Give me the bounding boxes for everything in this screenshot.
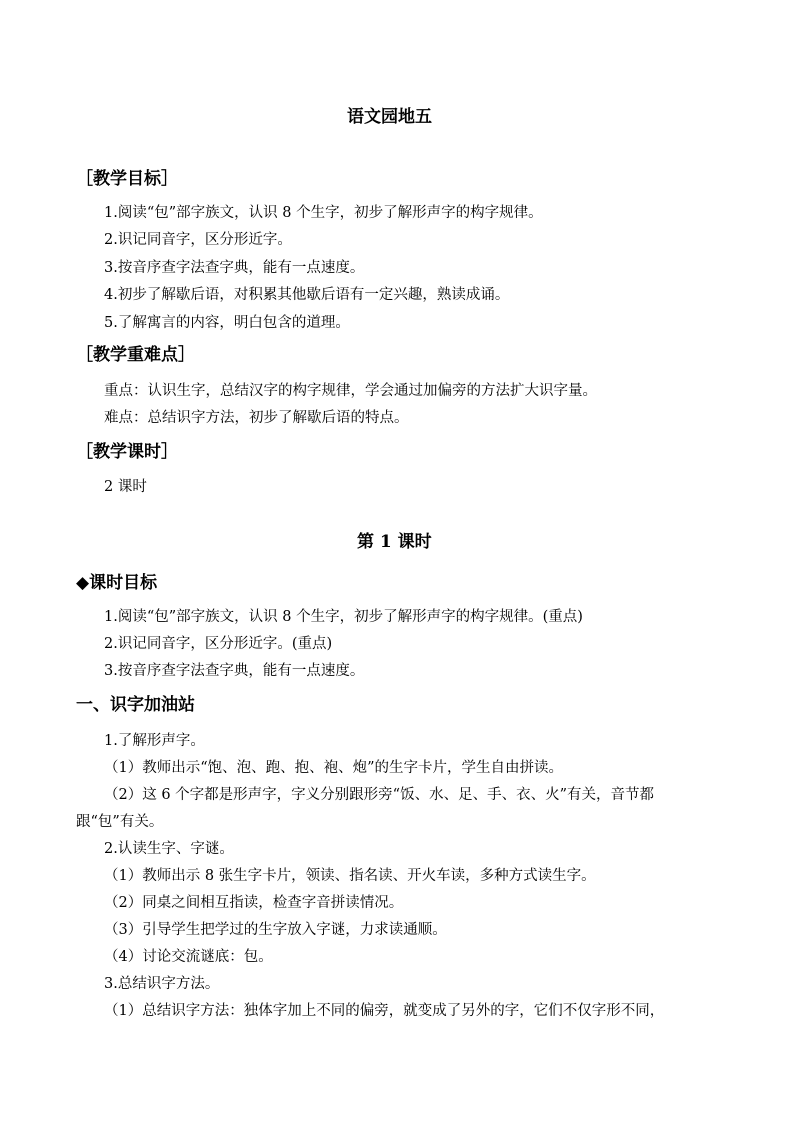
lesson-step: （2）这 6 个字都是形声字，字义分别跟形旁“饭、水、足、手、衣、火”有关，音节都 <box>104 787 654 803</box>
lesson-step: （1）总结识字方法：独体字加上不同的偏旁，就变成了另外的字，它们不仅字形不同， <box>104 1003 665 1019</box>
hours-value: 2 课时 <box>104 479 147 495</box>
goal-item: 2.识记同音字，区分形近字。 <box>104 232 292 248</box>
lesson-goal-item: 3.按音序查字法查字典，能有一点速度。 <box>104 663 365 679</box>
lesson-step: （2）同桌之间相互指读，检查字音拼读情况。 <box>104 895 404 911</box>
lesson-step: （3）引导学生把学过的生字放入字谜，力求读通顺。 <box>104 922 447 938</box>
lesson-step: （1）教师出示 8 张生字卡片，领读、指名读、开火车读，多种方式读生字。 <box>104 868 596 884</box>
lesson-step: 跟“包”有关。 <box>76 814 164 830</box>
section-heading-hours: ［教学课时］ <box>76 442 178 462</box>
lesson-step: 1.了解形声字。 <box>104 733 205 749</box>
lesson-step: 3.总结识字方法。 <box>104 976 220 992</box>
lesson-step: （4）讨论交流谜底：包。 <box>104 949 273 965</box>
lesson-goals-heading: ◆课时目标 <box>76 573 158 593</box>
section-heading-goals: ［教学目标］ <box>76 169 178 189</box>
page-title: 语文园地五 <box>347 107 432 127</box>
part-heading-literacy: 一、识字加油站 <box>76 695 195 715</box>
goal-item: 3.按音序查字法查字典，能有一点速度。 <box>104 260 365 276</box>
lesson-title: 第 1 课时 <box>357 532 432 552</box>
lesson-goal-item: 2.识记同音字，区分形近字。(重点) <box>104 636 333 652</box>
lesson-goal-item: 1.阅读“包”部字族文，认识 8 个生字，初步了解形声字的构字规律。(重点) <box>104 609 583 625</box>
goal-item: 5.了解寓言的内容，明白包含的道理。 <box>104 315 350 331</box>
goal-item: 4.初步了解歇后语，对积累其他歇后语有一定兴趣，熟读成诵。 <box>104 287 510 303</box>
key-point: 难点：总结识字方法，初步了解歇后语的特点。 <box>104 410 409 426</box>
goal-item: 1.阅读“包”部字族文，认识 8 个生字，初步了解形声字的构字规律。 <box>104 205 543 221</box>
lesson-step: 2.认读生字、字谜。 <box>104 841 234 857</box>
lesson-step: （1）教师出示“饱、泡、跑、抱、袍、炮”的生字卡片，学生自由拼读。 <box>104 760 564 776</box>
key-point: 重点：认识生字，总结汉字的构字规律，学会通过加偏旁的方法扩大识字量。 <box>104 383 597 399</box>
section-heading-key-points: ［教学重难点］ <box>76 345 195 365</box>
